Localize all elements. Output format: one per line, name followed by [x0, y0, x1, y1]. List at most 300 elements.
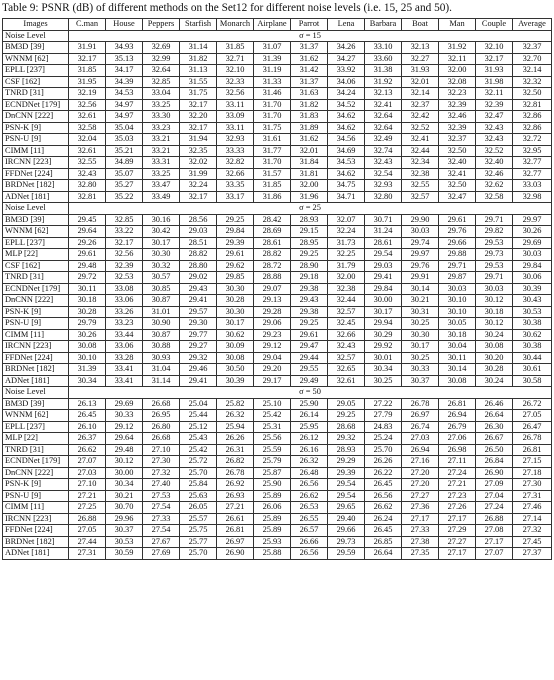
psnr-value: 29.84 — [217, 226, 254, 238]
psnr-value: 31.33 — [254, 76, 291, 88]
psnr-value: 27.33 — [143, 513, 180, 525]
psnr-value: 28.95 — [291, 237, 328, 249]
psnr-value: 26.94 — [439, 410, 476, 422]
method-name: FFDNet [224] — [3, 352, 69, 364]
psnr-value: 26.78 — [402, 398, 439, 410]
psnr-value: 28.61 — [254, 237, 291, 249]
psnr-value: 35.21 — [106, 145, 143, 157]
table-row — [3, 318, 552, 330]
psnr-value: 30.34 — [365, 364, 402, 376]
psnr-value: 27.17 — [476, 536, 513, 548]
psnr-value: 32.85 — [106, 214, 143, 226]
sigma-value: σ = 15 — [69, 30, 552, 42]
psnr-value: 26.68 — [143, 398, 180, 410]
psnr-value: 26.67 — [476, 433, 513, 445]
psnr-value: 32.50 — [513, 88, 552, 100]
psnr-value: 32.43 — [476, 134, 513, 146]
psnr-value: 28.93 — [328, 444, 365, 456]
psnr-value: 26.32 — [291, 456, 328, 468]
psnr-value: 29.04 — [254, 352, 291, 364]
psnr-value: 30.42 — [143, 226, 180, 238]
psnr-value: 31.46 — [254, 88, 291, 100]
column-header: C.man — [69, 19, 106, 31]
psnr-value: 30.50 — [217, 364, 254, 376]
psnr-value: 29.61 — [439, 214, 476, 226]
psnr-value: 29.20 — [254, 364, 291, 376]
psnr-value: 26.12 — [291, 433, 328, 445]
psnr-value: 29.87 — [439, 272, 476, 284]
psnr-value: 25.94 — [217, 421, 254, 433]
psnr-value: 32.56 — [106, 249, 143, 261]
psnr-value: 30.61 — [513, 364, 552, 376]
psnr-value: 30.39 — [217, 375, 254, 387]
psnr-value: 27.69 — [143, 548, 180, 560]
psnr-value: 31.85 — [217, 42, 254, 54]
psnr-value: 26.97 — [402, 410, 439, 422]
psnr-value: 29.76 — [439, 226, 476, 238]
psnr-value: 26.64 — [476, 410, 513, 422]
psnr-value: 29.71 — [476, 272, 513, 284]
psnr-value: 30.18 — [69, 295, 106, 307]
method-name: ECNDNet [179] — [3, 99, 69, 111]
noise-level-row — [3, 30, 552, 42]
psnr-value: 34.75 — [328, 180, 365, 192]
psnr-value: 29.23 — [254, 329, 291, 341]
psnr-value: 29.90 — [402, 214, 439, 226]
psnr-value: 32.86 — [513, 111, 552, 123]
psnr-value: 25.04 — [180, 398, 217, 410]
psnr-value: 33.92 — [328, 65, 365, 77]
psnr-value: 31.39 — [254, 53, 291, 65]
psnr-value: 29.13 — [254, 295, 291, 307]
psnr-value: 32.38 — [328, 283, 365, 295]
psnr-value: 33.22 — [106, 226, 143, 238]
column-header: Starfish — [180, 19, 217, 31]
psnr-value: 32.32 — [513, 76, 552, 88]
psnr-value: 30.33 — [106, 410, 143, 422]
psnr-value: 34.24 — [328, 88, 365, 100]
method-name: BM3D [39] — [3, 214, 69, 226]
psnr-value: 29.54 — [365, 249, 402, 261]
psnr-value: 32.57 — [328, 306, 365, 318]
method-name: CIMM [11] — [3, 502, 69, 514]
psnr-value: 33.04 — [143, 88, 180, 100]
psnr-value: 32.69 — [143, 42, 180, 54]
psnr-value: 34.27 — [328, 53, 365, 65]
psnr-value: 27.25 — [69, 502, 106, 514]
psnr-value: 30.90 — [143, 318, 180, 330]
psnr-value: 26.16 — [291, 444, 328, 456]
psnr-value: 31.91 — [69, 42, 106, 54]
psnr-value: 26.68 — [143, 433, 180, 445]
table-row — [3, 456, 552, 468]
psnr-value: 33.49 — [143, 191, 180, 203]
psnr-value: 25.82 — [217, 398, 254, 410]
psnr-value: 34.97 — [106, 99, 143, 111]
psnr-value: 29.64 — [69, 226, 106, 238]
psnr-value: 33.26 — [106, 306, 143, 318]
psnr-value: 30.00 — [106, 467, 143, 479]
psnr-value: 29.61 — [69, 249, 106, 261]
psnr-value: 30.17 — [143, 237, 180, 249]
psnr-value: 27.07 — [476, 548, 513, 560]
psnr-value: 34.26 — [328, 42, 365, 54]
psnr-value: 31.89 — [291, 122, 328, 134]
psnr-value: 31.13 — [180, 65, 217, 77]
psnr-value: 32.56 — [69, 99, 106, 111]
psnr-value: 25.42 — [254, 410, 291, 422]
psnr-value: 29.74 — [402, 237, 439, 249]
psnr-value: 27.04 — [476, 490, 513, 502]
psnr-value: 29.03 — [180, 226, 217, 238]
method-name: CSF [162] — [3, 260, 69, 272]
psnr-value: 27.21 — [69, 490, 106, 502]
psnr-value: 32.55 — [402, 180, 439, 192]
psnr-value: 31.84 — [291, 157, 328, 169]
psnr-value: 26.31 — [217, 444, 254, 456]
psnr-value: 32.17 — [69, 53, 106, 65]
psnr-value: 26.97 — [217, 536, 254, 548]
psnr-value: 27.08 — [476, 525, 513, 537]
psnr-value: 26.90 — [476, 467, 513, 479]
psnr-value: 30.93 — [143, 352, 180, 364]
psnr-value: 32.56 — [217, 88, 254, 100]
psnr-value: 32.42 — [402, 111, 439, 123]
psnr-value: 31.57 — [254, 168, 291, 180]
psnr-value: 27.45 — [513, 536, 552, 548]
psnr-value: 27.22 — [365, 398, 402, 410]
psnr-value: 32.19 — [69, 88, 106, 100]
psnr-value: 33.33 — [217, 145, 254, 157]
psnr-value: 32.24 — [180, 180, 217, 192]
psnr-value: 32.00 — [328, 272, 365, 284]
psnr-value: 26.72 — [513, 398, 552, 410]
table-row — [3, 111, 552, 123]
psnr-value: 32.17 — [180, 122, 217, 134]
psnr-value: 28.61 — [365, 237, 402, 249]
psnr-value: 31.93 — [476, 65, 513, 77]
method-name: ECNDNet [179] — [3, 456, 69, 468]
psnr-value: 29.25 — [291, 318, 328, 330]
psnr-value: 30.53 — [513, 306, 552, 318]
psnr-value: 33.03 — [513, 180, 552, 192]
psnr-value: 32.93 — [365, 180, 402, 192]
psnr-value: 29.79 — [69, 318, 106, 330]
psnr-value: 25.88 — [254, 548, 291, 560]
method-name: FFDNet [224] — [3, 525, 69, 537]
psnr-value: 30.43 — [513, 295, 552, 307]
table-row — [3, 65, 552, 77]
psnr-value: 27.11 — [439, 456, 476, 468]
psnr-value: 32.01 — [402, 76, 439, 88]
psnr-value: 26.45 — [365, 479, 402, 491]
psnr-value: 29.41 — [180, 295, 217, 307]
psnr-value: 32.37 — [439, 134, 476, 146]
psnr-value: 32.43 — [328, 341, 365, 353]
psnr-value: 27.14 — [513, 513, 552, 525]
psnr-value: 32.14 — [513, 65, 552, 77]
psnr-value: 25.77 — [180, 536, 217, 548]
psnr-value: 31.14 — [143, 375, 180, 387]
psnr-value: 32.11 — [439, 53, 476, 65]
psnr-value: 30.24 — [476, 375, 513, 387]
psnr-value: 26.98 — [439, 444, 476, 456]
psnr-value: 29.12 — [106, 421, 143, 433]
psnr-value: 27.36 — [402, 502, 439, 514]
psnr-value: 25.42 — [180, 444, 217, 456]
psnr-value: 26.80 — [143, 421, 180, 433]
psnr-value: 34.89 — [106, 157, 143, 169]
psnr-value: 26.06 — [254, 502, 291, 514]
psnr-value: 29.17 — [254, 375, 291, 387]
psnr-value: 27.31 — [513, 490, 552, 502]
psnr-value: 31.98 — [476, 76, 513, 88]
psnr-value: 32.93 — [217, 134, 254, 146]
table-row — [3, 341, 552, 353]
psnr-value: 26.32 — [217, 410, 254, 422]
psnr-value: 30.30 — [217, 306, 254, 318]
psnr-value: 31.70 — [254, 99, 291, 111]
psnr-value: 31.85 — [254, 180, 291, 192]
psnr-value: 30.08 — [439, 375, 476, 387]
table-row — [3, 168, 552, 180]
psnr-value: 26.81 — [513, 444, 552, 456]
psnr-value: 30.03 — [402, 226, 439, 238]
psnr-value: 29.03 — [365, 260, 402, 272]
psnr-value: 32.24 — [328, 226, 365, 238]
psnr-value: 26.88 — [476, 513, 513, 525]
table-row — [3, 525, 552, 537]
psnr-value: 32.52 — [476, 145, 513, 157]
psnr-value: 25.63 — [180, 490, 217, 502]
method-name: DnCNN [222] — [3, 295, 69, 307]
psnr-value: 30.05 — [439, 318, 476, 330]
psnr-value: 33.35 — [217, 180, 254, 192]
psnr-value: 29.59 — [328, 548, 365, 560]
psnr-value: 29.07 — [254, 283, 291, 295]
method-name: ADNet [181] — [3, 548, 69, 560]
psnr-value: 30.25 — [402, 318, 439, 330]
psnr-value: 25.79 — [254, 456, 291, 468]
psnr-value: 26.56 — [365, 490, 402, 502]
psnr-value: 32.02 — [180, 157, 217, 169]
method-name: ADNet [181] — [3, 375, 69, 387]
psnr-value: 30.39 — [513, 283, 552, 295]
psnr-value: 30.71 — [365, 214, 402, 226]
psnr-value: 30.37 — [106, 525, 143, 537]
psnr-value: 32.55 — [69, 157, 106, 169]
psnr-value: 30.12 — [476, 295, 513, 307]
psnr-value: 31.77 — [254, 145, 291, 157]
psnr-value: 25.84 — [180, 479, 217, 491]
psnr-value: 30.62 — [513, 329, 552, 341]
psnr-value: 26.45 — [69, 410, 106, 422]
psnr-value: 27.44 — [69, 536, 106, 548]
table-row — [3, 548, 552, 560]
psnr-value: 26.50 — [476, 444, 513, 456]
psnr-value: 27.37 — [513, 548, 552, 560]
method-name: PSN-U [9] — [3, 490, 69, 502]
psnr-value: 29.71 — [476, 214, 513, 226]
psnr-value: 27.24 — [476, 502, 513, 514]
psnr-value: 27.17 — [402, 513, 439, 525]
psnr-value: 27.23 — [439, 490, 476, 502]
psnr-value: 35.07 — [106, 168, 143, 180]
psnr-value: 30.18 — [439, 329, 476, 341]
psnr-value: 29.38 — [291, 306, 328, 318]
psnr-value: 27.16 — [402, 456, 439, 468]
psnr-value: 34.52 — [328, 99, 365, 111]
psnr-value: 31.83 — [291, 111, 328, 123]
psnr-value: 25.70 — [180, 548, 217, 560]
method-name: EPLL [237] — [3, 65, 69, 77]
psnr-value: 33.25 — [143, 168, 180, 180]
method-name: BM3D [39] — [3, 398, 69, 410]
table-body — [3, 30, 552, 559]
psnr-value: 26.64 — [365, 548, 402, 560]
psnr-value: 24.83 — [365, 421, 402, 433]
psnr-value: 31.37 — [291, 42, 328, 54]
method-name: ECNDNet [179] — [3, 283, 69, 295]
noise-level-row — [3, 387, 552, 399]
psnr-value: 30.59 — [106, 548, 143, 560]
psnr-value: 29.27 — [180, 341, 217, 353]
psnr-value: 27.17 — [439, 548, 476, 560]
psnr-value: 32.74 — [365, 145, 402, 157]
psnr-value: 32.81 — [69, 191, 106, 203]
psnr-value: 27.20 — [402, 479, 439, 491]
psnr-value: 29.91 — [402, 272, 439, 284]
table-row — [3, 42, 552, 54]
psnr-value: 33.23 — [143, 122, 180, 134]
psnr-value: 30.14 — [439, 364, 476, 376]
psnr-value: 30.62 — [217, 329, 254, 341]
psnr-value: 32.46 — [439, 111, 476, 123]
psnr-value: 32.39 — [476, 99, 513, 111]
psnr-value: 34.06 — [328, 76, 365, 88]
psnr-value: 25.43 — [180, 433, 217, 445]
psnr-value: 29.84 — [365, 283, 402, 295]
psnr-value: 29.82 — [476, 226, 513, 238]
psnr-value: 27.33 — [402, 525, 439, 537]
psnr-value: 33.41 — [106, 364, 143, 376]
psnr-value: 25.87 — [254, 467, 291, 479]
psnr-value: 30.34 — [106, 479, 143, 491]
psnr-value: 29.15 — [291, 226, 328, 238]
psnr-value: 30.30 — [217, 283, 254, 295]
psnr-value: 30.12 — [106, 456, 143, 468]
psnr-value: 31.96 — [291, 191, 328, 203]
psnr-value: 29.43 — [180, 283, 217, 295]
table-row — [3, 214, 552, 226]
psnr-value: 30.21 — [402, 295, 439, 307]
psnr-value: 26.22 — [365, 467, 402, 479]
psnr-value: 28.88 — [254, 272, 291, 284]
psnr-value: 32.50 — [439, 180, 476, 192]
psnr-value: 29.54 — [328, 479, 365, 491]
psnr-value: 31.04 — [143, 364, 180, 376]
psnr-value: 32.44 — [328, 295, 365, 307]
psnr-value: 27.21 — [439, 479, 476, 491]
psnr-value: 29.47 — [291, 341, 328, 353]
column-header: Lena — [328, 19, 365, 31]
psnr-value: 32.41 — [402, 134, 439, 146]
psnr-value: 33.30 — [143, 111, 180, 123]
method-name: ADNet [181] — [3, 191, 69, 203]
psnr-value: 26.56 — [291, 479, 328, 491]
psnr-value: 28.82 — [254, 249, 291, 261]
psnr-value: 32.80 — [365, 191, 402, 203]
psnr-value: 32.66 — [217, 168, 254, 180]
psnr-value: 31.42 — [291, 65, 328, 77]
psnr-value: 32.44 — [402, 145, 439, 157]
psnr-value: 32.41 — [439, 168, 476, 180]
psnr-value: 33.09 — [217, 111, 254, 123]
psnr-value: 27.54 — [143, 525, 180, 537]
table-row — [3, 306, 552, 318]
table-row — [3, 444, 552, 456]
psnr-value: 29.92 — [365, 341, 402, 353]
psnr-value: 30.30 — [143, 249, 180, 261]
psnr-value: 30.17 — [217, 318, 254, 330]
table-row — [3, 157, 552, 169]
psnr-value: 27.67 — [143, 536, 180, 548]
method-name: TNRD [31] — [3, 272, 69, 284]
psnr-value: 32.39 — [439, 99, 476, 111]
psnr-value: 33.23 — [106, 318, 143, 330]
table-row — [3, 421, 552, 433]
psnr-value: 34.56 — [328, 134, 365, 146]
method-name: PSN-K [9] — [3, 479, 69, 491]
psnr-value: 26.37 — [69, 433, 106, 445]
psnr-results-table — [2, 18, 552, 560]
psnr-value: 30.11 — [69, 283, 106, 295]
psnr-value: 32.66 — [328, 329, 365, 341]
psnr-value: 29.45 — [69, 214, 106, 226]
psnr-value: 27.05 — [69, 525, 106, 537]
psnr-value: 32.99 — [143, 53, 180, 65]
psnr-value: 30.33 — [402, 364, 439, 376]
psnr-value: 30.10 — [439, 306, 476, 318]
psnr-value: 27.27 — [439, 536, 476, 548]
psnr-value: 32.07 — [328, 214, 365, 226]
psnr-value: 35.27 — [106, 180, 143, 192]
psnr-value: 31.95 — [69, 76, 106, 88]
psnr-value: 34.93 — [106, 42, 143, 54]
psnr-value: 30.29 — [365, 329, 402, 341]
psnr-value: 32.61 — [69, 111, 106, 123]
method-name: DnCNN [222] — [3, 111, 69, 123]
psnr-value: 27.03 — [402, 433, 439, 445]
header-row — [3, 19, 552, 31]
table-row — [3, 364, 552, 376]
psnr-value: 26.61 — [217, 513, 254, 525]
psnr-value: 29.77 — [180, 329, 217, 341]
psnr-value: 28.90 — [291, 260, 328, 272]
psnr-value: 29.39 — [217, 237, 254, 249]
method-name: IRCNN [223] — [3, 157, 69, 169]
psnr-value: 26.78 — [217, 467, 254, 479]
method-name: MLP [22] — [3, 249, 69, 261]
psnr-value: 30.70 — [106, 502, 143, 514]
psnr-value: 27.53 — [143, 490, 180, 502]
psnr-value: 32.86 — [513, 122, 552, 134]
psnr-value: 32.39 — [106, 260, 143, 272]
psnr-value: 32.61 — [328, 375, 365, 387]
table-row — [3, 513, 552, 525]
psnr-value: 32.40 — [439, 157, 476, 169]
column-header: Barbara — [365, 19, 402, 31]
